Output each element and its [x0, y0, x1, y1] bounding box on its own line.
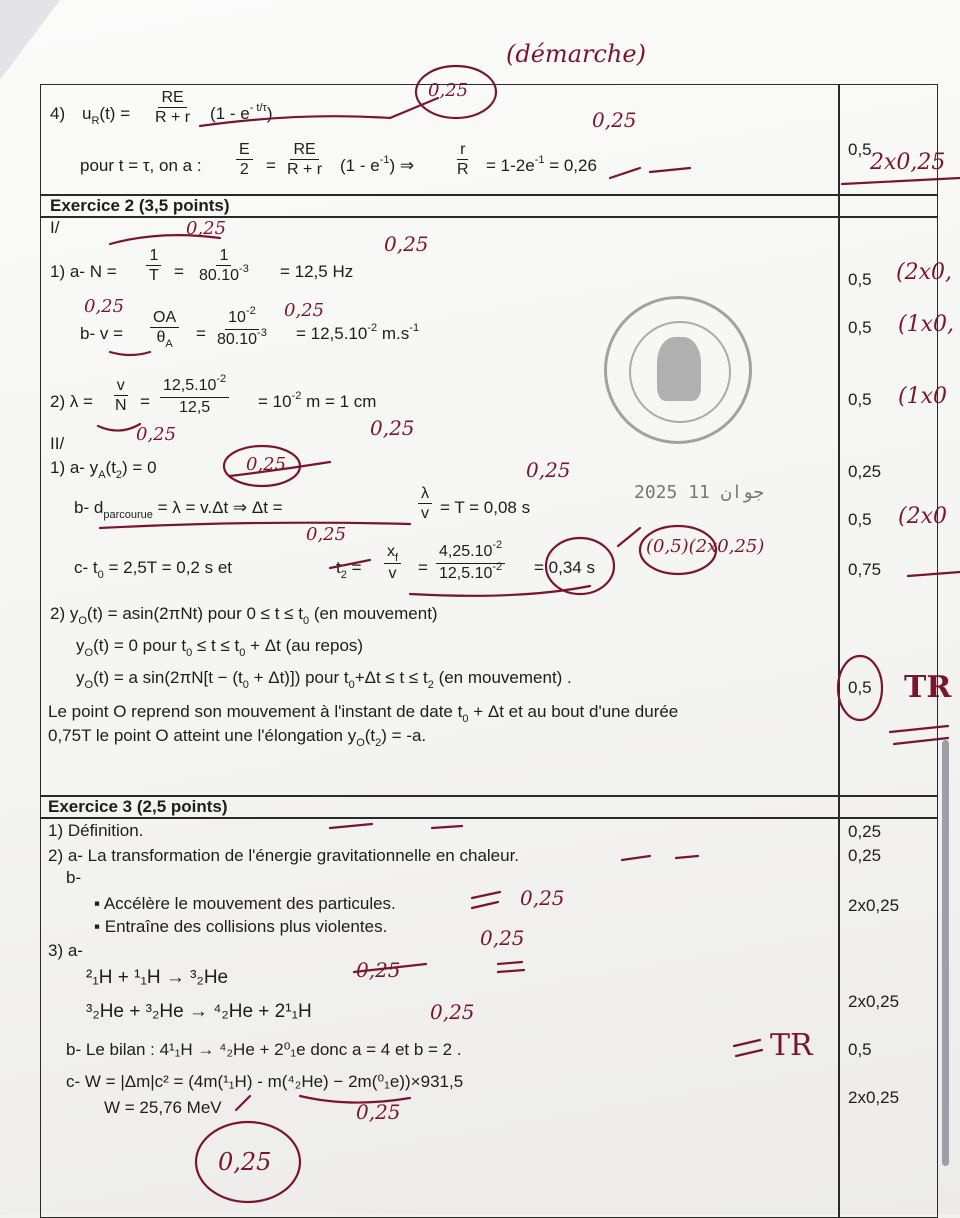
q22-para1: Le point O reprend son mouvement à l'instant de date $t_0 + \Delta t$ et au bout d'une durée — [48, 702, 679, 725]
handwritten-tr: TR — [904, 670, 952, 705]
ex3-q3b: b- Le bilan : 4¹₁H → ⁴₂He + 2⁰₁e donc a = 4 et b = 2 . — [66, 1040, 462, 1059]
score: 0,5 — [848, 318, 872, 337]
q21c-t2: $t_2$ = — [336, 558, 362, 581]
score: 0,25 — [848, 462, 882, 481]
date-stamp: 2025 جوان 11 — [634, 482, 765, 503]
part-2-label: II/ — [50, 434, 65, 453]
score: 0,25 — [848, 846, 882, 865]
handwritten-score: 0,25 — [430, 1000, 475, 1024]
score: 0,25 — [848, 822, 882, 841]
pen-underline — [100, 523, 410, 528]
pen-circle — [838, 656, 882, 720]
q4-line2-start: pour t = τ, on a : — [80, 156, 202, 175]
ex3-equation-1: ²₁H + ¹₁H → ³₂He — [86, 967, 229, 988]
score: 2x0,25 — [848, 992, 900, 1011]
ex3-bullet-2: ▪ Entraîne des collisions plus violentes. — [94, 917, 388, 936]
equals-sign: = — [418, 558, 428, 577]
handwritten-score: 0,25 — [428, 80, 469, 101]
equals-sign: = — [196, 324, 206, 343]
handwritten-score: 0,25 — [526, 458, 571, 482]
line2-fraction-3: $\frac{r}{R}$ — [457, 141, 469, 178]
q22-line2: $y_O(t) = 0$ pour $t_0 \le t \le t_0 + \Delta t$ (au repos) — [76, 636, 364, 659]
q21c-fraction-1: $\frac{x_f}{v}$ — [384, 542, 401, 583]
pen-underline — [200, 116, 390, 126]
handwritten-tr: TR — [770, 1028, 813, 1063]
q2-fraction-2: $\frac{12,5.10^{-2}}{12,5}$ — [160, 376, 229, 417]
pen-stroke — [890, 726, 948, 744]
handwritten-score: 0,25 — [480, 926, 525, 950]
q22-line1: 2) $y_O(t) = asin(2\pi Nt)$ pour $0 \le t \le t_0$ (en mouvement) — [50, 604, 438, 627]
q1b-fraction-1: $\frac{OA}{\theta_A}$ — [150, 308, 179, 349]
handwritten-score: 0,25 — [306, 524, 347, 545]
q1a-result: = 12,5 Hz — [280, 262, 354, 281]
handwritten-score-note: 2x0,25 — [870, 150, 946, 175]
pen-stroke — [842, 178, 960, 184]
q21a: 1) a- $y_A(t_2) = 0$ — [50, 458, 157, 481]
score-ex1-q4: 0,5 — [848, 140, 872, 159]
ex3-equation-2: ³₂He + ³₂He → ⁴₂He + 2¹₁H — [86, 1001, 312, 1022]
handwritten-mark: (2x0 — [898, 504, 947, 529]
q1a-fraction-1: $\frac{1}{T}$ — [146, 246, 162, 285]
q4-fraction: $\frac{RE}{R + r}$ — [155, 89, 191, 126]
pen-stroke — [622, 856, 698, 860]
score: 0,5 — [848, 510, 872, 529]
score: 0,5 — [848, 1040, 872, 1059]
pen-arrow — [618, 528, 640, 546]
pen-underline — [110, 352, 150, 355]
exercise-3-title: Exercice 3 (2,5 points) — [48, 797, 228, 816]
q21b: b- $d_{parcourue} = \lambda = v.\Delta t$ ⇒ Δt = — [74, 498, 283, 521]
q4-tail: $(1 - e^{- t/\tau})$ — [210, 102, 273, 123]
handwritten-score: 0,25 — [186, 218, 227, 239]
pen-stroke — [734, 1040, 762, 1056]
line2-fraction-2: $\frac{RE}{R + r}$ — [287, 141, 323, 178]
handwritten-mark: (2x0, — [896, 260, 952, 285]
ex3-q2b: b- — [66, 868, 82, 887]
handwritten-score: 0,25 — [520, 886, 565, 910]
pen-circle — [546, 538, 614, 594]
handwritten-score: 0,25 — [84, 296, 125, 317]
handwritten-score: 0,25 — [370, 416, 415, 440]
score: 0,5 — [848, 678, 872, 697]
handwritten-score: 0,25 — [284, 300, 325, 321]
q1b-result: = $12,5.10^{-2}$ $m.s^{-1}$ — [296, 322, 420, 343]
pen-stroke — [498, 962, 524, 972]
q4-label: 4) — [50, 104, 66, 123]
q2-label: 2) λ = — [50, 392, 93, 411]
score: 0,5 — [848, 390, 872, 409]
pen-arrow — [236, 1096, 250, 1110]
q1a-label: 1) a- N = — [50, 262, 117, 281]
line2-end: = $1-2e^{-1} = 0,26$ — [486, 154, 597, 175]
q22-line3: $y_O(t) = a$ $\sin(2\pi N[t - (t_0 + \Delta t)])$ pour $t_0+\Delta t \le t \le t_2$ (en mouvement) . — [76, 668, 572, 691]
ex3-q3c-result: W = 25,76 MeV — [104, 1098, 222, 1117]
handwritten-score: 0,25 — [356, 958, 401, 982]
ex3-bullet-1: ▪ Accélère le mouvement des particules. — [94, 894, 396, 913]
q21c-result: = 0,34 s — [534, 558, 595, 577]
handwritten-score: 0,25 — [246, 454, 287, 475]
part-1-label: I/ — [50, 218, 60, 237]
q22-para2: 0,75T le point O atteint une l'élongation $y_O(t_2) = -a$. — [48, 726, 427, 749]
handwritten-mark: (0,5)(2x0,25) — [646, 536, 765, 557]
score: 2x0,25 — [848, 1088, 900, 1107]
score: 0,5 — [848, 270, 872, 289]
q21b-result: = T = 0,08 s — [440, 498, 531, 517]
handwritten-score: 0,25 — [356, 1100, 401, 1124]
line2-mid: $(1 - e^{-1})$ ⇒ — [340, 154, 415, 175]
q1b-fraction-2: $\frac{10^{-2}}{80.10^{-3}}$ — [217, 305, 267, 348]
q1a-fraction-2: $\frac{1}{80.10^{-3}}$ — [199, 247, 249, 284]
equals-sign: = — [266, 156, 276, 175]
ex3-q3a: 3) a- — [48, 941, 83, 960]
pen-stroke — [610, 168, 690, 178]
handwritten-score: 0,25 — [384, 232, 429, 256]
equals-sign: = — [174, 262, 184, 281]
score: 0,75 — [848, 560, 882, 579]
handwritten-score: 0,25 — [136, 424, 177, 445]
handwritten-mark: (1x0 — [898, 384, 947, 409]
score: 2x0,25 — [848, 896, 900, 915]
handwritten-score: 0,25 — [592, 108, 637, 132]
pen-stroke — [908, 572, 960, 576]
handwritten-demarche: (démarche) — [506, 40, 646, 68]
q2-fraction-1: $\frac{v}{N}$ — [115, 377, 127, 414]
pen-arrow — [390, 98, 438, 118]
q4-ur: $u_R(t)$ = — [82, 104, 131, 127]
q21b-fraction: $\frac{\lambda}{v}$ — [418, 484, 432, 523]
q1b-label: b- v = — [80, 324, 124, 343]
pen-stroke — [330, 560, 590, 596]
handwritten-score: 0,25 — [218, 1148, 272, 1176]
pen-underline — [98, 424, 140, 431]
equals-sign: = — [140, 392, 150, 411]
line2-fraction-1: $\frac{E}{2}$ — [236, 140, 253, 179]
q21c-fraction-2: $\frac{4,25.10^{-2}}{12,5.10^{-2}}$ — [436, 542, 505, 585]
q21c-t0: c- $t_0 = 2,5T = 0,2$ s et — [74, 558, 233, 581]
ex3-q1: 1) Définition. — [48, 821, 144, 840]
scrollbar[interactable] — [942, 740, 949, 1166]
handwritten-mark: (1x0, — [898, 312, 954, 337]
ex3-q2a: 2) a- La transformation de l'énergie gravitationnelle en chaleur. — [48, 846, 520, 865]
pen-stroke — [472, 892, 500, 908]
q2-result: = $10^{-2}$ m = 1 cm — [258, 390, 377, 411]
ex3-q3c: c- W = |Δm|c² = (4m(¹₁H) - m(⁴₂He) − 2m(⁰₁e))×931,5 — [66, 1072, 464, 1091]
pen-stroke — [330, 824, 462, 828]
exercise-2-title: Exercice 2 (3,5 points) — [50, 196, 230, 215]
